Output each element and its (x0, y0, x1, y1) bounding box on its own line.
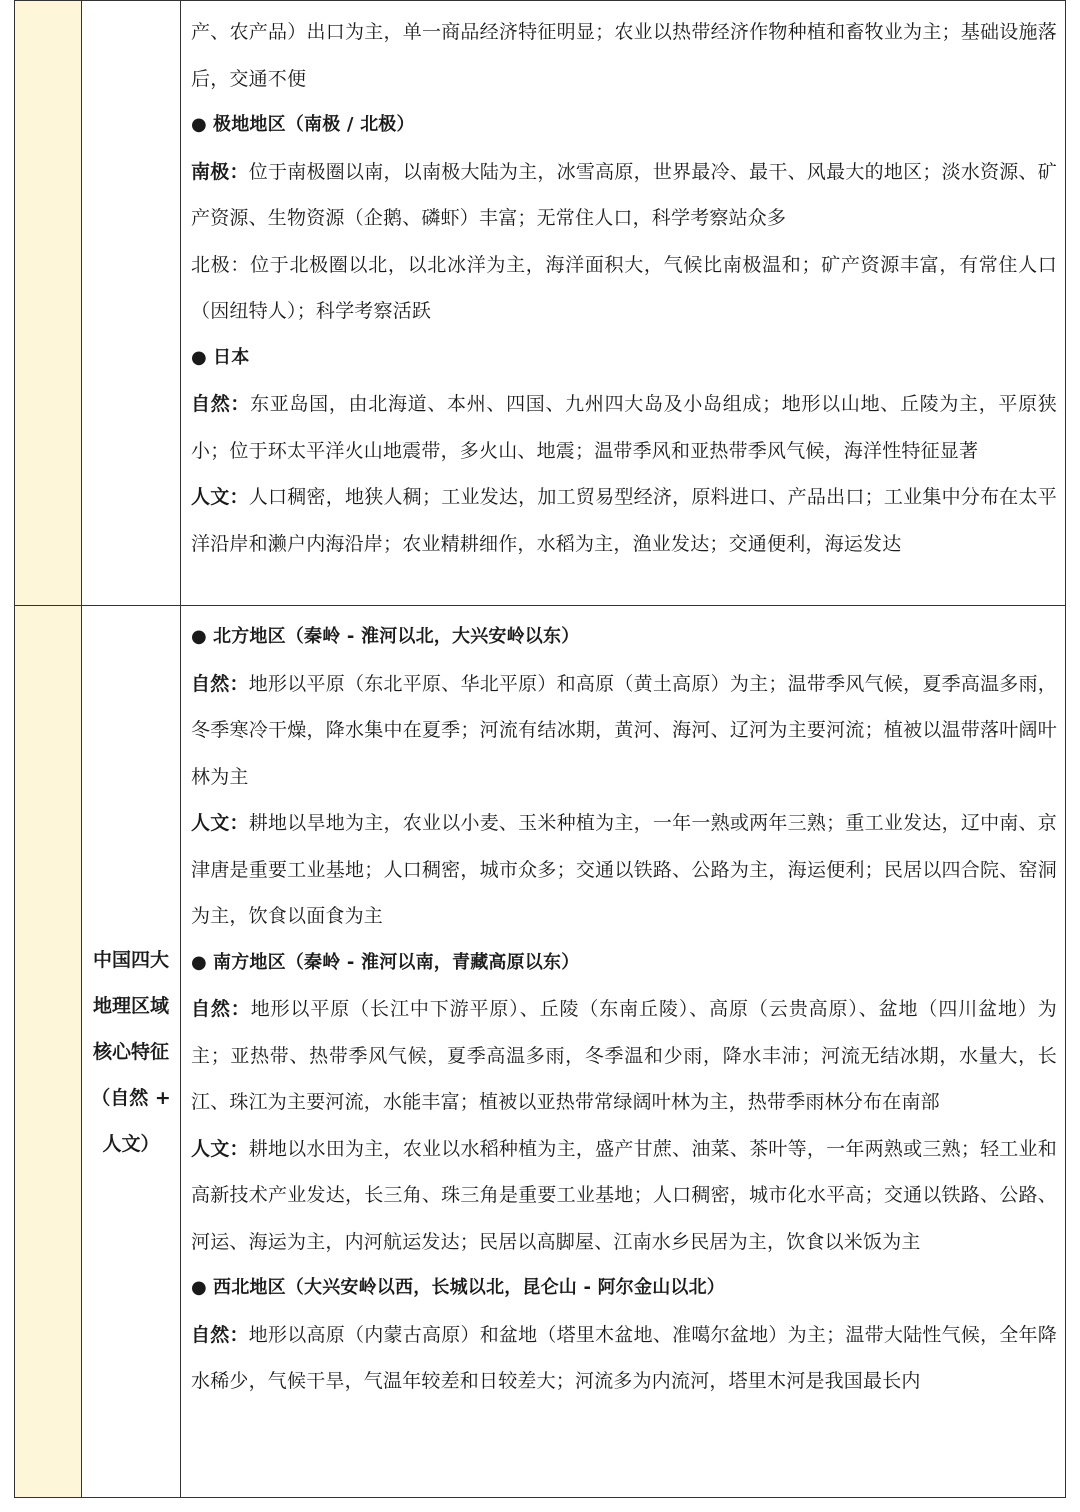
paragraph: 北极：位于北极圈以北，以北冰洋为主，海洋面积大，气候比南极温和；矿产资源丰富，有常住人口（因纽特人）；科学考察活跃 (191, 253, 1057, 322)
paragraph: 人文：人口稠密，地狭人稠；工业发达，加工贸易型经济，原料进口、产品出口；工业集中分布在太平洋沿岸和濑户内海沿岸；农业精耕细作，水稻为主，渔业发达；交通便利，海运发达 (191, 486, 1058, 555)
bullet-icon: ● (191, 626, 207, 647)
content-block (181, 1, 1065, 567)
section-heading: ● 西北地区（大兴安岭以西，长城以北，昆仑山 - 阿尔金山以北） (191, 1265, 1057, 1312)
paragraph: 人文：耕地以旱地为主，农业以小麦、玉米种植为主，一年一熟或两年三熟；重工业发达，辽中南、京津唐是重要工业基地；人口稠密，城市众多；交通以铁路、公路为主，海运便利；民居以四合院、窑洞为主，饮食以面食为主 (191, 812, 1058, 927)
category-cell (82, 606, 181, 1498)
paragraph: 自然：地形以平原（长江中下游平原）、丘陵（东南丘陵）、高原（云贵高原）、盆地（四川盆地）为主；亚热带、热带季风气候，夏季高温多雨，冬季温和少雨，降水丰沛；河流无结冰期，水量大，长江、珠江为主要河流，水能丰富；植被以亚热带常绿阔叶林为主，热带季雨林分布在南部 (191, 998, 1057, 1113)
paragraph: 产、农产品）出口为主，单一商品经济特征明显；农业以热带经济作物种植和畜牧业为主；基础设施落后，交通不便 (191, 21, 1057, 90)
bullet-icon: ● (191, 346, 207, 368)
category-cell-empty (82, 1, 181, 606)
left-strip-cell (15, 606, 82, 1498)
section-heading: ● 日本 (191, 335, 1057, 382)
category-label: 中国四大地理区域核心特征（自然 + 人文） (91, 948, 171, 1155)
paragraph: 南极：位于南极圈以南，以南极大陆为主，冰雪高原，世界最冷、最干、风最大的地区；淡水资源、矿产资源、生物资源（企鹅、磷虾）丰富；无常住人口，科学考察站众多 (191, 160, 1058, 229)
paragraph: 自然：地形以平原（东北平原、华北平原）和高原（黄土高原）为主；温带季风气候，夏季高温多雨，冬季寒冷干燥，降水集中在夏季；河流有结冰期，黄河、海河、辽河为主要河流；植被以温带落叶阔叶林为主 (191, 672, 1058, 788)
geography-table (14, 0, 1066, 1498)
bullet-icon: ● (191, 951, 207, 973)
paragraph: 自然：东亚岛国，由北海道、本州、四国、九州四大岛及小岛组成；地形以山地、丘陵为主，平原狭小；位于环太平洋火山地震带，多火山、地震；温带季风和亚热带季风气候，海洋性特征显著 (191, 393, 1058, 462)
paragraph: 自然：地形以高原（内蒙古高原）和盆地（塔里木盆地、准噶尔盆地）为主；温带大陆性气候，全年降水稀少，气候干旱，气温年较差和日较差大；河流多为内流河，塔里木河是我国最长内 (191, 1323, 1058, 1392)
table-row (15, 1, 1066, 606)
section-heading: ● 北方地区（秦岭 - 淮河以北，大兴安岭以东） (191, 614, 1057, 661)
paragraph: 人文：耕地以水田为主，农业以水稻种植为主，盛产甘蔗、油菜、茶叶等，一年两熟或三熟；轻工业和高新技术产业发达，长三角、珠三角是重要工业基地；人口稠密，城市化水平高；交通以铁路、公路、河运、海运为主，内河航运发达；民居以高脚屋、江南水乡民居为主，饮食以米饭为主 (191, 1137, 1058, 1253)
bullet-icon: ● (191, 1277, 207, 1298)
content-cell-prev (181, 1, 1066, 606)
section-heading: ● 南方地区（秦岭 - 淮河以南，青藏高原以东） (191, 940, 1057, 987)
table-row (15, 606, 1066, 1498)
content-cell-china (181, 606, 1066, 1498)
bullet-icon: ● (191, 114, 207, 135)
content-block (181, 606, 1065, 1405)
left-strip-cell (15, 1, 82, 606)
section-heading: ● 极地地区（南极 / 北极） (191, 102, 1057, 149)
